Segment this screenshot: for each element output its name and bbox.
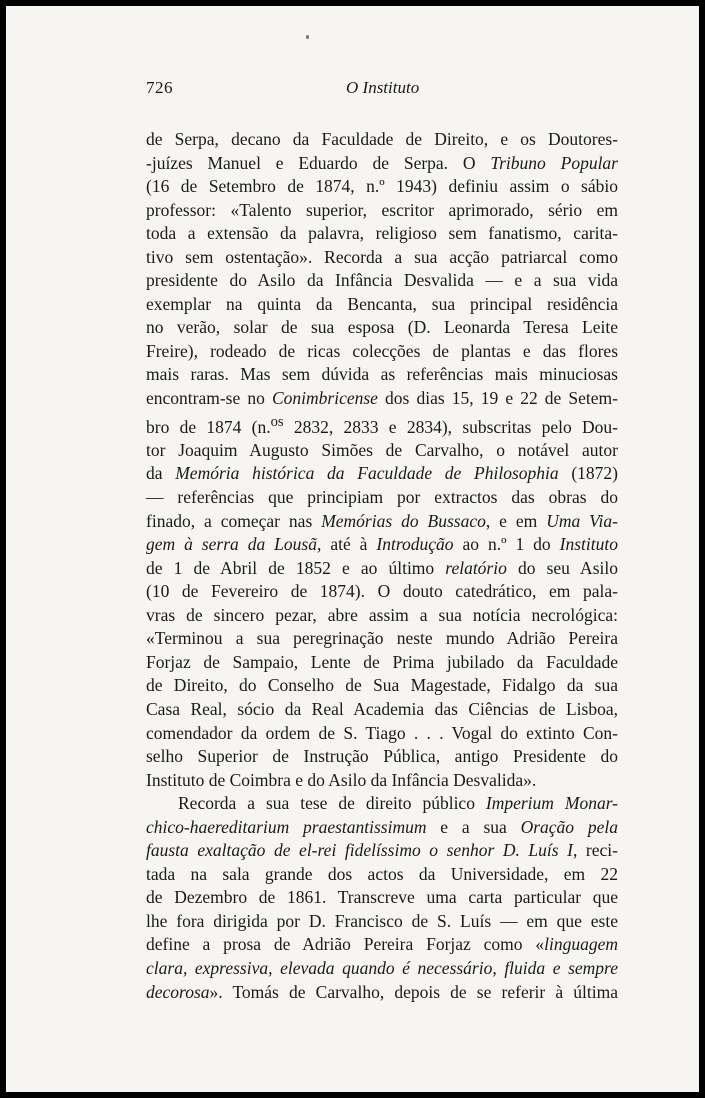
text-line: Freire), rodeado de ricas colecções de plantas e das flores [146, 340, 618, 361]
text-line: (16 de Setembro de 1874, n.º 1943) definiu assim o sábio [146, 176, 618, 197]
ink-speck [306, 35, 309, 39]
book-page [6, 6, 699, 1092]
text-line: de 1 de Abril de 1852 e ao último relatório do seu Asilo [146, 557, 618, 578]
text-line: chico-haereditarium praestantissimum e a sua Oração pela [146, 816, 618, 837]
text-line: vras de sincero pezar, abre assim a sua notícia necrológica: [146, 604, 618, 625]
text-line: exemplar na quinta da Bencanta, sua principal residência [146, 293, 618, 314]
text-line: professor: «Talento superior, escritor aprimorado, sério em [146, 199, 618, 220]
text-line: toda a extensão da palavra, religioso sem fanatismo, carita- [146, 223, 618, 244]
text-line: Instituto de Coimbra e do Asilo da Infância Desvalida». [146, 769, 537, 790]
text-line: tivo sem ostentação». Recorda a sua acção patriarcal como [146, 246, 618, 267]
text-line: da Memória histórica da Faculdade de Philosophia (1872) [146, 463, 618, 484]
text-line: decorosa». Tomás de Carvalho, depois de se referir à última [146, 981, 618, 1002]
text-line: «Terminou a sua peregrinação neste mundo Adrião Pereira [146, 628, 618, 649]
text-line: tada na sala grande dos actos da Universidade, em 22 [146, 863, 618, 884]
text-line: de Serpa, decano da Faculdade de Direito, e os Doutores- [146, 129, 618, 149]
running-head [146, 78, 615, 102]
text-line: encontram-se no Conimbricense dos dias 15, 19 e 22 de Setem- [146, 388, 618, 409]
text-line: bro de 1874 (n.$^{os}$ 2832, 2833 e 2834), subscritas pelo Dou- [146, 413, 618, 437]
text-line: mais raras. Mas sem dúvida as referências mais minuciosas [146, 364, 618, 385]
text-line: lhe fora dirigida por D. Francisco de S. Luís — em que este [146, 910, 618, 931]
text-line: Casa Real, sócio da Real Academia das Ciências de Lisboa, [146, 698, 618, 719]
text-line: comendador da ordem de S. Tiago . . . Vogal do extinto Con- [146, 722, 618, 743]
text-line: de Dezembro de 1861. Transcreve uma carta particular que [146, 887, 618, 908]
text-line: Forjaz de Sampaio, Lente de Prima jubilado da Faculdade [146, 651, 618, 672]
text-line: selho Superior de Instrução Pública, antigo Presidente do [146, 746, 618, 767]
text-line: fausta exaltação de el-rei fidelíssimo o senhor D. Luís I, reci- [146, 840, 618, 861]
page-number: 726 [146, 78, 173, 97]
text-line: — referências que principiam por extractos das obras do [146, 487, 618, 508]
running-title: O Instituto [346, 78, 420, 97]
text-line: -juízes Manuel e Eduardo de Serpa. O Tribuno Popular [146, 152, 618, 173]
text-line: (10 de Fevereiro de 1874). O douto catedrático, em pala- [146, 581, 618, 602]
text-line: de Direito, do Conselho de Sua Magestade, Fidalgo da sua [146, 675, 618, 696]
body-text [146, 128, 618, 1004]
text-line: Recorda a sua tese de direito público Imperium Monar- [178, 793, 618, 814]
text-line: define a prosa de Adrião Pereira Forjaz como «linguagem [146, 934, 618, 955]
text-line: presidente do Asilo da Infância Desvalida — e a sua vida [146, 270, 618, 291]
text-line: finado, a começar nas Memórias do Bussaco, e em Uma Via- [146, 510, 618, 531]
text-line: gem à serra da Lousã, até à Introdução ao n.º 1 do Instituto [146, 534, 618, 555]
text-line: tor Joaquim Augusto Simões de Carvalho, o notável autor [146, 439, 618, 460]
text-line: clara, expressiva, elevada quando é necessário, fluida e sempre [146, 957, 618, 978]
text-line: no verão, solar de sua esposa (D. Leonarda Teresa Leite [146, 317, 618, 338]
